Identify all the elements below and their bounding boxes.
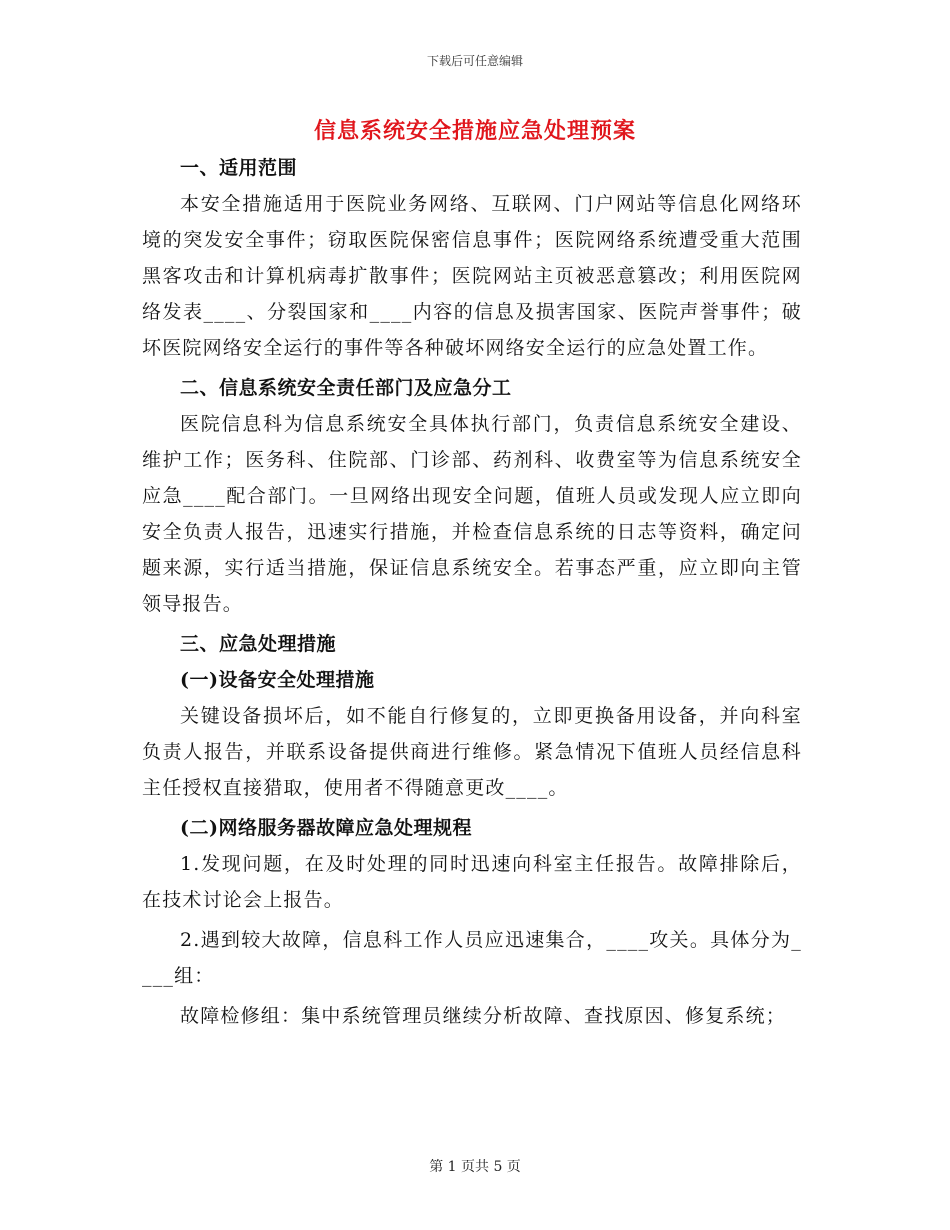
header-note: 下载后可任意编辑 [426, 54, 523, 68]
subsection-heading-server-fault: (二)网络服务器故障应急处理规程 [180, 817, 472, 839]
paragraph-equipment: 关键设备损坏后，如不能自行修复的，立即更换备用设备，并向科室负责人报告，并联系设备提供商进行维修。紧急情况下值班人员经信息科主任授权直接猎取，使用者不得随意更改____。 [142, 705, 802, 799]
document-title: 信息系统安全措施应急处理预案 [313, 118, 636, 144]
section-heading-scope: 一、适用范围 [180, 157, 298, 179]
paragraph-item-2: 2.遇到较大故障，信息科工作人员应迅速集合，____攻关。具体分为____组： [142, 929, 802, 987]
document-body [142, 150, 802, 1034]
section-heading-measures: 三、应急处理措施 [180, 633, 337, 655]
section-heading-responsibility: 二、信息系统安全责任部门及应急分工 [180, 377, 512, 399]
paragraph-item-1: 1.发现问题，在及时处理的同时迅速向科室主任报告。故障排除后，在技术讨论会上报告。 [142, 853, 802, 911]
subsection-heading-equipment: (一)设备安全处理措施 [180, 669, 375, 691]
paragraph-responsibility: 医院信息科为信息系统安全具体执行部门，负责信息系统安全建设、维护工作；医务科、住院部、门诊部、药剂科、收费室等为信息系统安全应急____配合部门。一旦网络出现安全问题，值班人员或发现人应立即向安全负责人报告，迅速实行措施，并检查信息系统的日志等资料，确定问题来源，实行适当措施，保证信息系统安全。若事态严重，应立即向主管领导报告。 [142, 413, 802, 615]
paragraph-scope: 本安全措施适用于医院业务网络、互联网、门户网站等信息化网络环境的突发安全事件；窃取医院保密信息事件；医院网络系统遭受重大范围黑客攻击和计算机病毒扩散事件；医院网站主页被恶意篡改；利用医院网络发表____、分裂国家和____内容的信息及损害国家、医院声誉事件；破坏医院网络安全运行的事件等各种破坏网络安全运行的应急处置工作。 [142, 193, 802, 359]
paragraph-repair-group: 故障检修组：集中系统管理员继续分析故障、查找原因、修复系统； [180, 1005, 787, 1027]
page-footer: 第 1 页共 5 页 [429, 1159, 521, 1175]
